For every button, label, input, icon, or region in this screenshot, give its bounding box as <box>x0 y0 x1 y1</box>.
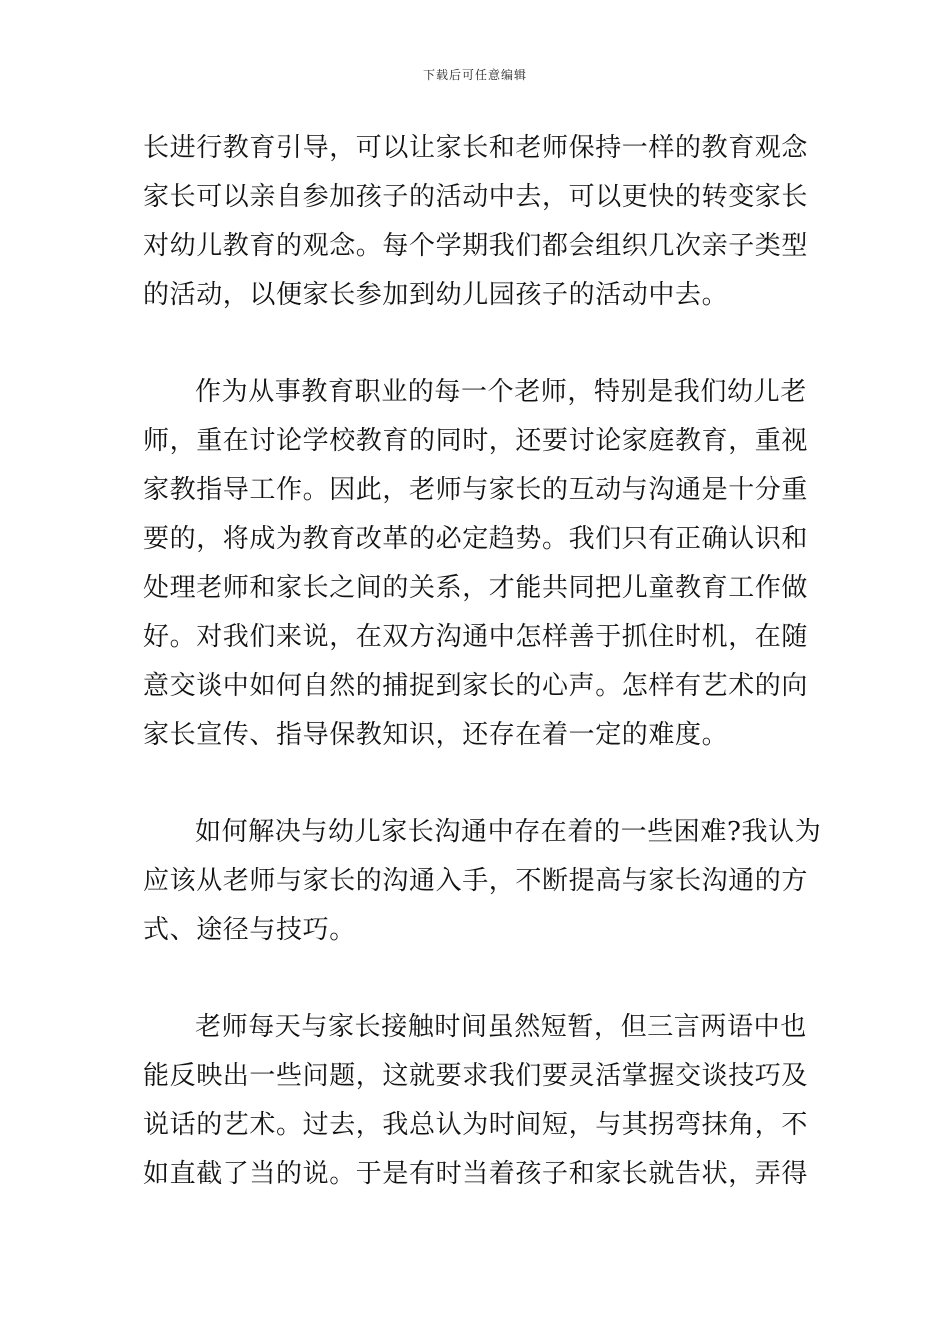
text-line: 家长宣传、指导保教知识，还存在着一定的难度。 <box>143 720 729 750</box>
text-line: 对幼儿教育的观念。每个学期我们都会组织几次亲子类型 <box>143 231 809 261</box>
text-line: 作为从事教育职业的每一个老师，特别是我们幼儿老 <box>195 377 807 407</box>
text-line: 式、途径与技巧。 <box>143 915 356 945</box>
paragraph-2 <box>143 368 815 760</box>
paragraph-spacer <box>143 320 815 368</box>
text-line: 如何解决与幼儿家长沟通中存在着的一些困难?我认为 <box>195 817 822 847</box>
text-line: 老师每天与家长接触时间虽然短暂，但三言两语中也 <box>195 1012 807 1042</box>
text-line: 能反映出一些问题，这就要求我们要灵活掌握交谈技巧及 <box>143 1061 809 1091</box>
paragraph-spacer <box>143 760 815 808</box>
text-line: 应该从老师与家长的沟通入手，不断提高与家长沟通的方 <box>143 866 809 896</box>
text-line: 要的，将成为教育改革的必定趋势。我们只有正确认识和 <box>143 524 809 554</box>
text-line: 好。对我们来说，在双方沟通中怎样善于抓住时机，在随 <box>143 622 809 652</box>
document-body <box>143 124 822 1199</box>
text-line: 家长可以亲自参加孩子的活动中去，可以更快的转变家长 <box>143 182 809 212</box>
text-line: 的活动，以便家长参加到幼儿园孩子的活动中去。 <box>143 280 729 310</box>
paragraph-1 <box>143 124 815 320</box>
paragraph-4 <box>143 1003 815 1199</box>
text-line: 如直截了当的说。于是有时当着孩子和家长就告状，弄得 <box>143 1159 809 1189</box>
text-line: 意交谈中如何自然的捕捉到家长的心声。怎样有艺术的向 <box>143 671 809 701</box>
text-line: 长进行教育引导，可以让家长和老师保持一样的教育观念 <box>143 133 809 163</box>
text-line: 师，重在讨论学校教育的同时，还要讨论家庭教育，重视 <box>143 426 809 456</box>
text-line: 家教指导工作。因此，老师与家长的互动与沟通是十分重 <box>143 475 809 505</box>
page-header-note: 下载后可任意编辑 <box>422 68 527 82</box>
text-line: 说话的艺术。过去，我总认为时间短，与其拐弯抹角，不 <box>143 1110 809 1140</box>
paragraph-spacer <box>143 955 815 1003</box>
text-line: 处理老师和家长之间的关系，才能共同把儿童教育工作做 <box>143 573 809 603</box>
paragraph-3 <box>143 808 822 955</box>
